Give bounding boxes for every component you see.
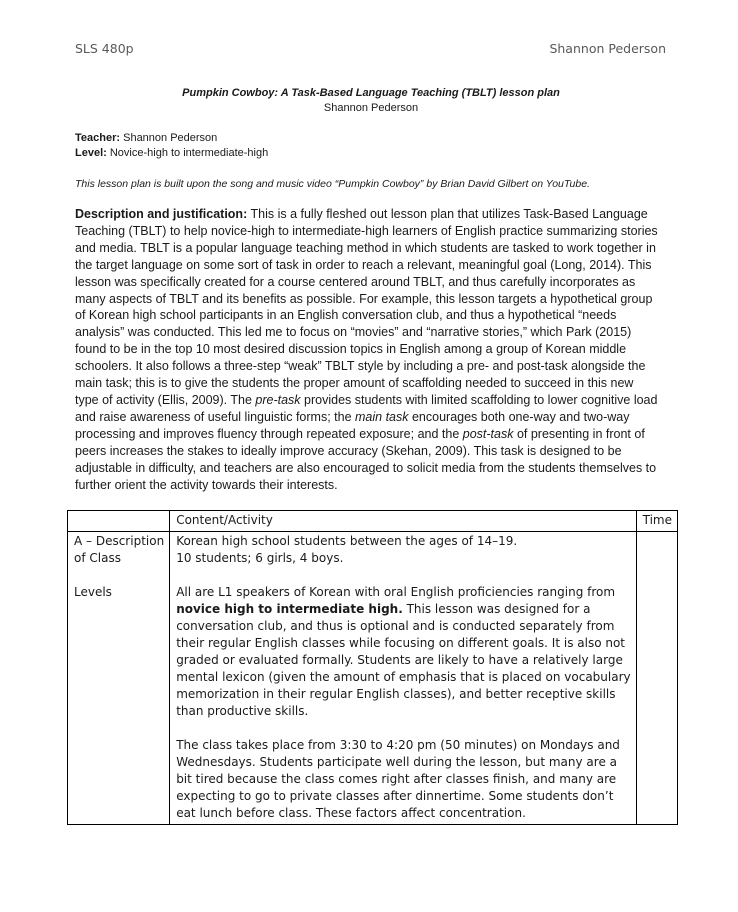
levels-line: memorization in their regular English classes), and better receptive skills	[176, 687, 616, 701]
source-note: This lesson plan is built upon the song and music video “Pumpkin Cowboy” by Brian David Gilbert on YouTube.	[75, 178, 590, 190]
description-line: processing and improves fluency through repeated exposure; and the post-task of presenting in front of	[75, 426, 645, 441]
levels-line: mental lexicon (given the amount of emphasis that is placed on vocabulary	[176, 670, 631, 684]
levels-line: All are L1 speakers of Korean with oral English proficiencies ranging from	[176, 585, 616, 599]
schedule-line: Wednesdays. Students participate well during the lesson, but many are a	[176, 755, 617, 769]
description-line: analysis” was conducted. This led me to focus on “movies” and “narrative stories,” which Park (2015)	[75, 325, 632, 340]
schedule-line: eat lunch before class. These factors affect concentration.	[176, 806, 526, 820]
header-cell-section	[68, 511, 170, 532]
schedule-line: expecting to go to private classes after dinnertime. Some students don’t	[176, 789, 614, 803]
description-line: many aspects of TBLT and its benefits as possible. For example, this lesson targets a hypothetical group	[75, 291, 653, 306]
schedule-line: The class takes place from 3:30 to 4:20 pm (50 minutes) on Mondays and	[176, 738, 620, 752]
header-author-name: Shannon Pederson	[549, 41, 666, 56]
lesson-plan-table	[67, 510, 678, 825]
level-line	[75, 147, 268, 159]
teacher-value: Shannon Pederson	[123, 132, 218, 144]
description-line: adjustable in difficulty, and teachers are also encouraged to solicit media from the students themselves to	[75, 460, 657, 475]
description-line: schoolers. It also follows a three-step “weak” TBLT style by including a pre- and post-task alongside the	[75, 359, 646, 374]
section-a-label-line2: of Class	[74, 551, 121, 565]
description-line: Teaching (TBLT) to help novice-high to intermediate-high learners of English practice summarizing stories	[75, 223, 658, 238]
description-line: further orient the activity towards their interests.	[75, 477, 338, 492]
header-cell-content: Content/Activity	[170, 511, 636, 532]
description-heading: Description and justification:	[75, 207, 248, 221]
description-line: Description and justification: This is a fully fleshed out lesson plan that utilizes Task-Based Language	[75, 207, 648, 221]
levels-line: conversation club, and thus is optional and is conducted separately from	[176, 619, 615, 633]
description-line: the target language on some sort of task in order to reach a relevant, meaningful goal (Long, 2014). This	[75, 257, 652, 272]
description-line: of Korean high school participants in an English conversation club, and thus a hypothetical “needs	[75, 308, 617, 323]
header-course: SLS 480p	[75, 41, 134, 56]
section-cell	[68, 532, 170, 825]
class-description-line: Korean high school students between the ages of 14–19.	[176, 534, 518, 548]
levels-line: novice high to intermediate high. This lesson was designed for a	[176, 602, 591, 616]
header-cell-time: Time	[636, 511, 677, 532]
document-title: Pumpkin Cowboy: A Task-Based Language Teaching (TBLT) lesson plan	[182, 87, 560, 99]
table-row	[68, 532, 678, 825]
section-a-label-line1: A – Description	[74, 534, 165, 548]
description-line: and raise awareness of useful linguistic forms; the main task encourages both one-way and two-way	[75, 409, 630, 424]
content-cell	[170, 532, 636, 825]
levels-line: graded or evaluated formally. Students are likely to have a relatively large	[176, 653, 623, 667]
teacher-label: Teacher:	[75, 132, 121, 144]
levels-label: Levels	[74, 585, 112, 599]
table-header-row	[68, 511, 678, 532]
description-line: and media. TBLT is a popular language teaching method in which students are tasked to work together in	[75, 240, 656, 255]
level-label: Level:	[75, 147, 107, 159]
levels-line: than productive skills.	[176, 704, 309, 718]
levels-line: their regular English classes while focusing on different goals. It is also not	[176, 636, 626, 650]
description-line: peers increases the stakes to ideally improve accuracy (Skehan, 2009). This task is designed to be	[75, 443, 622, 458]
level-value: Novice-high to intermediate-high	[109, 147, 269, 159]
teacher-line	[75, 132, 217, 144]
schedule-line: bit tired because the class comes right after classes finish, and many are	[176, 772, 617, 786]
time-cell	[636, 532, 677, 825]
description-line: type of activity (Ellis, 2009). The pre-task provides students with limited scaffolding to lower cognitive load	[75, 392, 658, 407]
document-author: Shannon Pederson	[323, 102, 419, 114]
class-description-line: 10 students; 6 girls, 4 boys.	[176, 551, 344, 565]
description-paragraph	[75, 206, 675, 493]
description-line: main task; this is to give the students the proper amount of scaffolding needed to succeed in this new	[75, 376, 634, 391]
description-line: found to be in the top 10 most desired discussion topics in English among a group of Korean middle	[75, 342, 627, 357]
description-line: lesson was specifically created for a course centered around TBLT, and thus carefully incorporates as	[75, 274, 636, 289]
